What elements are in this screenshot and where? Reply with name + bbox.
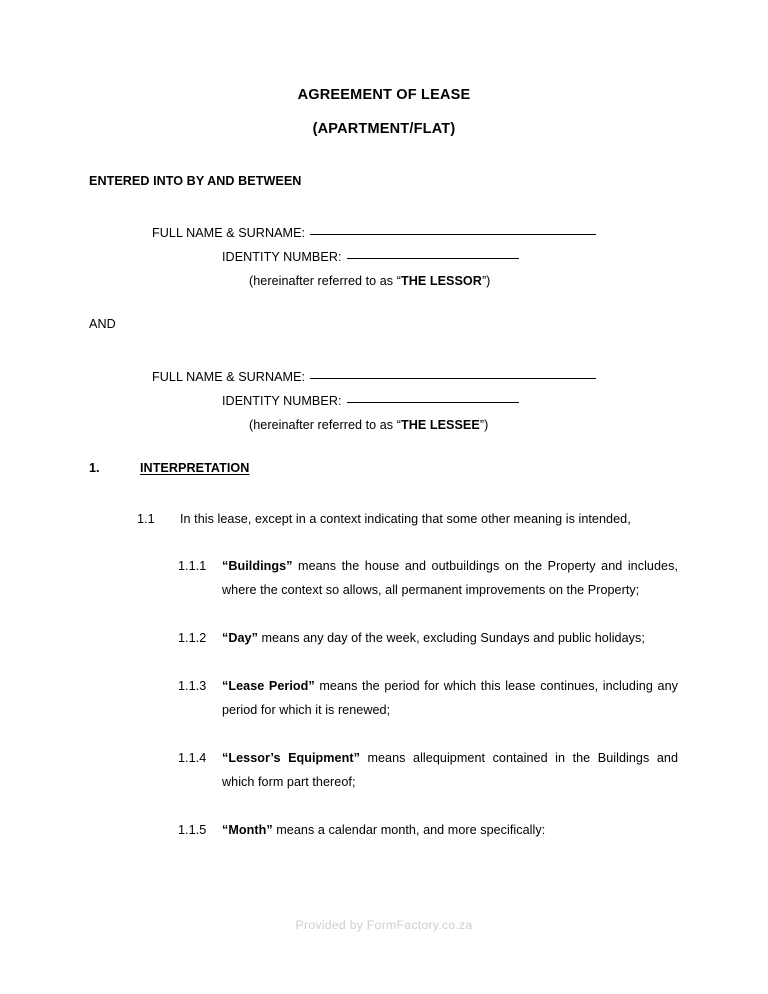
party-block-lessee bbox=[0, 365, 768, 437]
lessor-defined-term: THE LESSOR bbox=[400, 274, 482, 288]
clause-defined-term: “Month” bbox=[222, 823, 273, 837]
clause-text: means the period for which this lease continues, including any period for which it is renewed; bbox=[222, 679, 678, 717]
lessor-full-name-input[interactable] bbox=[310, 234, 596, 235]
clause-body bbox=[222, 626, 678, 650]
clause-body bbox=[222, 554, 678, 602]
clause-1-1 bbox=[0, 507, 768, 531]
lessor-identity-number-input[interactable] bbox=[347, 258, 519, 259]
lessee-identity-number-row bbox=[0, 389, 768, 413]
clause-number: 1.1.5 bbox=[178, 823, 207, 837]
party-block-lessor bbox=[0, 221, 768, 293]
clause-1-1-3 bbox=[0, 674, 768, 722]
section-title: INTERPRETATION bbox=[140, 461, 250, 475]
parties-conjunction: AND bbox=[89, 317, 116, 331]
lessor-full-name-row bbox=[0, 221, 768, 245]
lessor-hereinafter-prefix: (hereinafter referred to as “ bbox=[249, 274, 401, 288]
clause-text: means allequipment contained in the Buildings and which form part thereof; bbox=[222, 751, 678, 789]
clause-defined-term: “Lease Period” bbox=[222, 679, 315, 693]
clause-1-1-1 bbox=[0, 554, 768, 602]
clause-body bbox=[222, 818, 678, 842]
lessor-identity-number-row bbox=[0, 245, 768, 269]
lessee-hereinafter-prefix: (hereinafter referred to as “ bbox=[249, 418, 401, 432]
clause-1-1-2 bbox=[0, 626, 768, 650]
page-footer: Provided by FormFactory.co.za bbox=[295, 918, 473, 932]
page-subtitle: (APARTMENT/FLAT) bbox=[312, 121, 456, 137]
lessee-identity-number-label: IDENTITY NUMBER: bbox=[222, 394, 342, 408]
clause-1-1-5 bbox=[0, 818, 768, 842]
lessor-identity-number-label: IDENTITY NUMBER: bbox=[222, 250, 342, 264]
clause-list bbox=[0, 507, 768, 866]
lessor-hereinafter-line bbox=[0, 269, 768, 293]
lessee-full-name-input[interactable] bbox=[310, 378, 596, 379]
clause-number: 1.1.1 bbox=[178, 559, 207, 573]
clause-body bbox=[180, 512, 631, 526]
lessor-hereinafter-suffix: ”) bbox=[481, 274, 491, 288]
clause-number: 1.1.2 bbox=[178, 631, 207, 645]
clause-text: In this lease, except in a context indicating that some other meaning is intended, bbox=[180, 512, 631, 526]
clause-number: 1.1.3 bbox=[178, 679, 207, 693]
clause-number: 1.1.4 bbox=[178, 751, 207, 765]
lessee-hereinafter-suffix: ”) bbox=[479, 418, 489, 432]
lessee-defined-term: THE LESSEE bbox=[400, 418, 480, 432]
clause-defined-term: “Day” bbox=[222, 631, 258, 645]
lessee-full-name-row bbox=[0, 365, 768, 389]
clause-defined-term: “Buildings” bbox=[222, 559, 293, 573]
page-title: AGREEMENT OF LEASE bbox=[297, 87, 471, 103]
lessee-full-name-label: FULL NAME & SURNAME: bbox=[152, 370, 306, 384]
clause-body bbox=[222, 746, 678, 794]
entered-into-heading: ENTERED INTO BY AND BETWEEN bbox=[89, 174, 302, 188]
section-number: 1. bbox=[89, 461, 100, 475]
lessor-full-name-label: FULL NAME & SURNAME: bbox=[152, 226, 306, 240]
lessee-identity-number-input[interactable] bbox=[347, 402, 519, 403]
lessee-hereinafter-line bbox=[0, 413, 768, 437]
clause-number: 1.1 bbox=[137, 512, 155, 526]
section-heading-interpretation bbox=[89, 461, 249, 475]
clause-1-1-4 bbox=[0, 746, 768, 794]
document-title-block bbox=[0, 86, 768, 138]
clause-defined-term: “Lessor’s Equipment” bbox=[222, 751, 360, 765]
clause-text: means the house and outbuildings on the Property and includes, where the context so allows, all permanent improvements on the Property; bbox=[222, 559, 678, 597]
clause-body bbox=[222, 674, 678, 722]
clause-text: means any day of the week, excluding Sundays and public holidays; bbox=[257, 631, 645, 645]
clause-text: means a calendar month, and more specifically: bbox=[272, 823, 546, 837]
